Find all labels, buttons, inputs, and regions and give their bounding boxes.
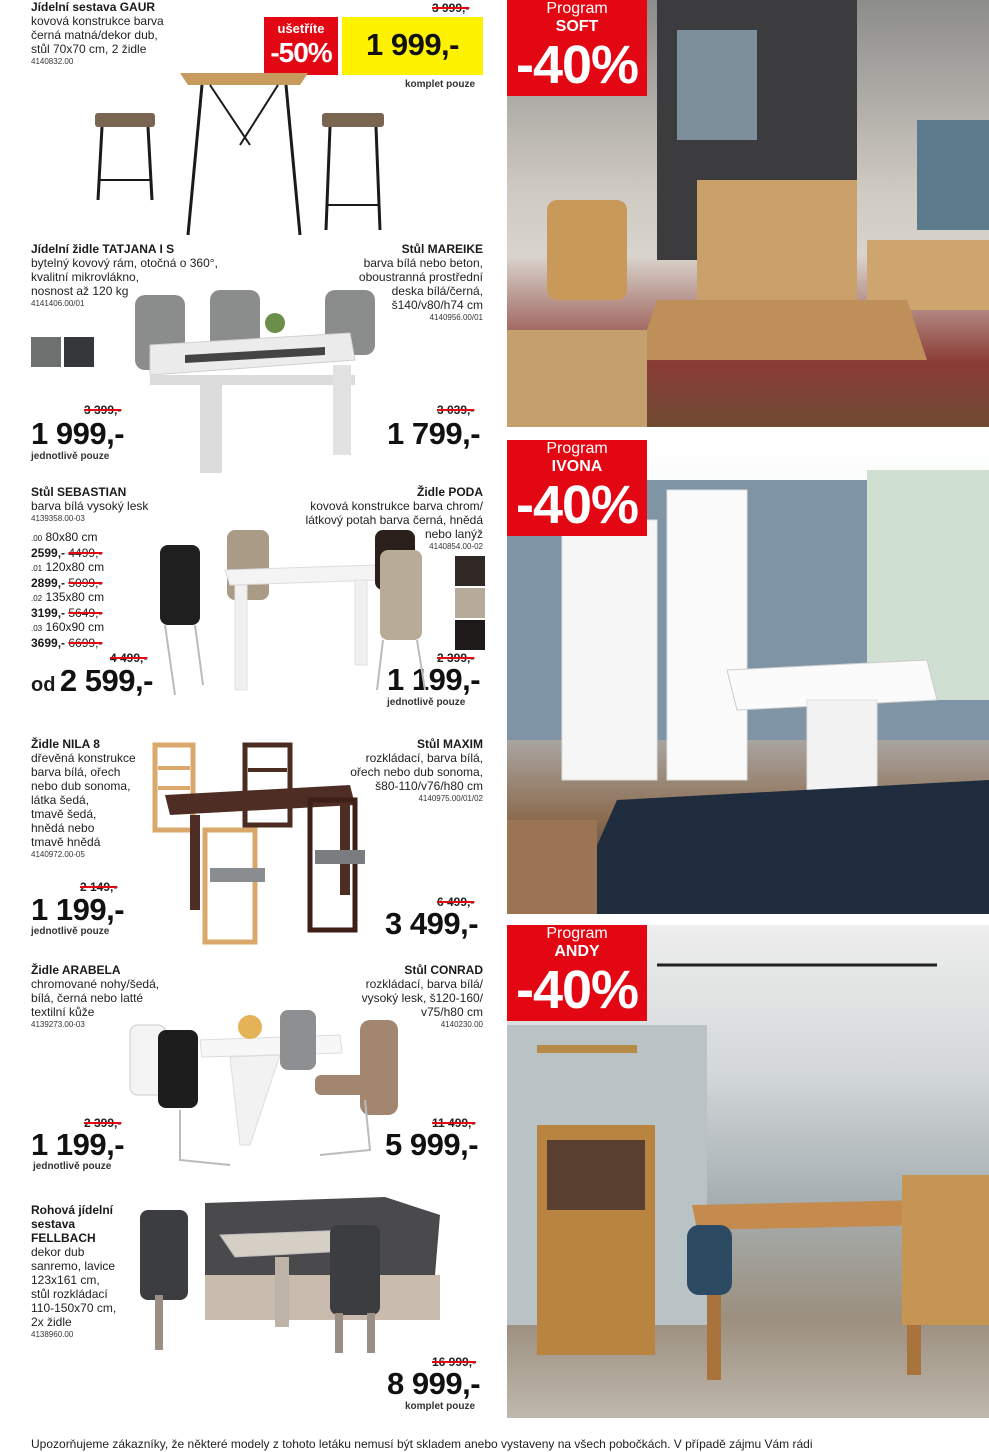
- price: 3 499,-: [385, 906, 479, 941]
- price: 1 199,-: [31, 892, 125, 927]
- sebastian-poda-furniture-image: [155, 525, 440, 695]
- product-desc-line: bílá, černá nebo latté: [31, 991, 144, 1005]
- variant-price: 2599,-: [31, 546, 66, 560]
- price: 5 999,-: [385, 1127, 479, 1162]
- product-desc-line: dekor dub: [31, 1245, 85, 1259]
- product-desc-line: stůl rozkládací: [31, 1287, 108, 1301]
- color-swatch[interactable]: [455, 588, 485, 618]
- product-title: Stůl CONRAD: [404, 963, 483, 977]
- product-title: Jídelní židle TATJANA I S: [31, 242, 175, 256]
- price-note: jednotlivě pouze: [31, 926, 110, 937]
- variant-old-price: 5099,-: [68, 576, 103, 590]
- product-desc-line: deska bílá/černá,: [391, 284, 483, 298]
- variant-price: 3199,-: [31, 606, 66, 620]
- old-price: 6 499,-: [437, 895, 475, 909]
- product-desc-line: chromované nohy/šedá,: [31, 977, 160, 991]
- program-label: Program: [546, 440, 608, 457]
- product-code: 4140832.00: [31, 57, 74, 66]
- old-price: 4 499,-: [110, 651, 148, 665]
- product-desc-line: dřevěná konstrukce: [31, 751, 136, 765]
- price: 1 199,-: [31, 1127, 125, 1162]
- variant-code: .00: [31, 534, 43, 543]
- product-gaur: [31, 0, 231, 67]
- old-price: 3 039,-: [437, 403, 475, 417]
- footer-disclaimer: Upozorňujeme zákazníky, že některé modely z tohoto letáku nemusí být skladem anebo vystaveny na všech pobočkách. V případě zájmu Vám rádi: [31, 1437, 813, 1451]
- old-price: 3 999,-: [432, 1, 470, 15]
- product-desc-line: sanremo, lavice: [31, 1259, 116, 1273]
- product-code: 4138960.00: [31, 1330, 74, 1339]
- price: 1 999,-: [365, 27, 459, 62]
- product-desc-line: barva bílá nebo beton,: [363, 256, 483, 270]
- program-badge: [507, 925, 647, 1021]
- product-desc-line: černá matná/dekor dub,: [31, 28, 158, 42]
- program-panel-soft: [507, 0, 989, 427]
- color-swatch[interactable]: [31, 337, 61, 367]
- product-desc-line: v75/h80 cm: [420, 1005, 483, 1019]
- product-title: Židle PODA: [416, 485, 483, 499]
- product-desc-line: barva bílá, ořech: [31, 765, 121, 779]
- product-desc-line: 2x židle: [31, 1315, 72, 1329]
- price-prefix: od: [31, 674, 56, 696]
- product-code: 4140854.00-02: [429, 542, 483, 551]
- variant-code: .03: [31, 624, 43, 633]
- program-discount: -40%: [515, 35, 639, 95]
- arabela-conrad-furniture-image: [120, 1005, 400, 1175]
- variant-size: 80x80 cm: [45, 530, 98, 544]
- product-desc-line: stůl 70x70 cm, 2 židle: [31, 42, 147, 56]
- program-label: Program: [546, 925, 608, 942]
- variant-size: 135x80 cm: [45, 590, 105, 604]
- price: 1 799,-: [387, 416, 481, 451]
- product-code: 4141406.00/01: [31, 299, 85, 308]
- save-label: ušetříte: [277, 21, 325, 36]
- product-desc-line: vysoký lesk, š120-160/: [361, 991, 483, 1005]
- mareike-furniture-image: [125, 285, 380, 475]
- variant-price: 3699,-: [31, 636, 66, 650]
- product-nila: [31, 737, 161, 860]
- program-badge: [507, 0, 647, 96]
- product-title: Stůl MAREIKE: [401, 242, 483, 256]
- product-code: 4140972.00-05: [31, 850, 85, 859]
- nila-maxim-furniture-image: [150, 740, 370, 945]
- price: 8 999,-: [387, 1366, 481, 1401]
- old-price: 11 499,-: [432, 1116, 476, 1130]
- product-desc-line: kovová konstrukce barva: [31, 14, 164, 28]
- program-panel-andy: [507, 925, 989, 1418]
- price-note: jednotlivě pouze: [31, 451, 110, 462]
- product-desc-line: š140/v80/h74 cm: [391, 298, 483, 312]
- price-note: jednotlivě pouze: [33, 1161, 112, 1172]
- variant-code: .02: [31, 594, 43, 603]
- price-note: jednotlivě pouze: [387, 697, 466, 708]
- price: 1 999,-: [31, 416, 125, 451]
- price: 2 599,-: [59, 663, 153, 698]
- program-badge: [507, 440, 647, 536]
- product-title: Rohová jídelní: [31, 1203, 114, 1217]
- fellbach-furniture-image: [135, 1195, 445, 1355]
- product-title: Stůl SEBASTIAN: [31, 485, 127, 499]
- product-desc-line: 123x161 cm,: [31, 1273, 100, 1287]
- program-discount: -40%: [515, 475, 639, 535]
- old-price: 2 399,-: [84, 1116, 122, 1130]
- product-desc-line: nebo dub sonoma,: [31, 779, 131, 793]
- product-desc-line: oboustranná prostřední: [358, 270, 483, 284]
- product-desc-line: tmavě šedá,: [31, 807, 97, 821]
- color-swatch[interactable]: [64, 337, 94, 367]
- price-note: komplet pouze: [405, 1401, 476, 1412]
- old-price: 16 999,-: [432, 1355, 477, 1369]
- product-desc-line: ořech nebo dub sonoma,: [350, 765, 483, 779]
- product-desc-line: bytelný kovový rám, otočná o 360°,: [31, 256, 218, 270]
- product-title: Židle ARABELA: [31, 963, 121, 977]
- old-price: 3 399,-: [84, 403, 122, 417]
- old-price: 2 399,-: [437, 651, 475, 665]
- product-title: Stůl MAXIM: [417, 737, 483, 751]
- product-desc-line: kvalitní mikrovlákno,: [31, 270, 140, 284]
- product-code: 4140975.00/01/02: [418, 794, 483, 803]
- color-swatch[interactable]: [455, 556, 485, 586]
- product-desc-line: látkový potah barva černá, hnědá: [305, 513, 483, 527]
- save-percent: -50%: [270, 37, 332, 68]
- program-panel-ivona: [507, 440, 989, 914]
- price-note: komplet pouze: [405, 79, 476, 90]
- variant-size: 160x90 cm: [45, 620, 105, 634]
- product-title: Jídelní sestava GAUR: [31, 0, 156, 14]
- product-desc-line: kovová konstrukce barva chrom/: [310, 499, 483, 513]
- product-code: 4140956.00/01: [429, 313, 483, 322]
- variant-old-price: 4499,-: [68, 546, 103, 560]
- variant-price: 2899,-: [31, 576, 66, 590]
- product-desc-line: látka šedá,: [31, 793, 90, 807]
- product-sebastian: [31, 485, 231, 524]
- price: 1 199,-: [387, 662, 481, 697]
- price-block: [31, 665, 153, 697]
- gaur-furniture-image: [90, 65, 390, 240]
- product-code: 4140230.00: [440, 1020, 483, 1029]
- product-desc-line: nebo lanýž: [424, 527, 483, 541]
- product-desc-line: textilní kůže: [31, 1005, 95, 1019]
- old-price: 2 149,-: [80, 880, 118, 894]
- product-fellbach: [31, 1203, 141, 1340]
- variant-old-price: 6699,-: [68, 636, 103, 650]
- program-name: SOFT: [555, 18, 599, 35]
- variant-old-price: 5649,-: [68, 606, 103, 620]
- product-code: 4139273.00-03: [31, 1020, 85, 1029]
- product-desc-line: 110-150x70 cm,: [31, 1301, 117, 1315]
- product-desc-line: barva bílá vysoký lesk: [31, 499, 149, 513]
- program-label: Program: [546, 0, 608, 17]
- product-desc-line: š80-110/v76/h80 cm: [375, 779, 483, 793]
- program-discount: -40%: [515, 960, 639, 1020]
- program-name: IVONA: [551, 458, 603, 475]
- color-swatch[interactable]: [455, 620, 485, 650]
- program-name: ANDY: [554, 943, 600, 960]
- product-desc-line: nosnost až 120 kg: [31, 284, 129, 298]
- variant-size: 120x80 cm: [45, 560, 105, 574]
- product-title: sestava: [31, 1217, 76, 1231]
- product-desc-line: tmavě hnědá: [31, 835, 101, 849]
- product-desc-line: hnědá nebo: [31, 821, 95, 835]
- variant-code: .01: [31, 564, 43, 573]
- product-title: Židle NILA 8: [31, 737, 100, 751]
- product-desc-line: rozkládací, barva bílá/: [365, 977, 483, 991]
- product-code: 4139358.00-03: [31, 514, 85, 523]
- product-title: FELLBACH: [31, 1231, 96, 1245]
- product-desc-line: rozkládací, barva bílá,: [365, 751, 483, 765]
